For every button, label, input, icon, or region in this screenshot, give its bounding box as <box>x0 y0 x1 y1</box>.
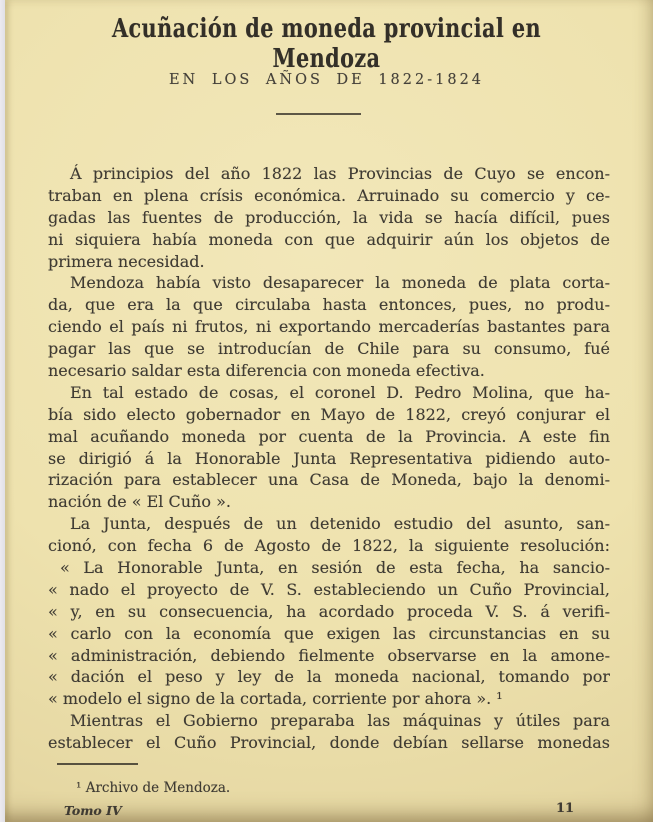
text-line: pagar las que se introducían de Chile para su consumo, fué <box>48 339 610 359</box>
paragraph <box>48 272 610 381</box>
text-line: se dirigió á la Honorable Junta Representativa pidiendo auto- <box>48 448 610 468</box>
page-title: Acuñación de moneda provincial en Mendoza <box>111 14 542 74</box>
footnote: ¹ Archivo de Mendoza. <box>76 780 231 796</box>
text-line: mal acuñando moneda por cuenta de la Provincia. A este fin <box>48 426 610 446</box>
text-line: cionó, con fecha 6 de Agosto de 1822, la siguiente resolución: <box>48 536 610 556</box>
text-line: rización para establecer una Casa de Moneda, bajo la denomi- <box>48 470 610 490</box>
volume-label: Tomo IV <box>64 803 122 818</box>
text-line: « modelo el signo de la cortada, corriente por ahora ». ¹ <box>48 689 503 709</box>
text-line: « nado el proyecto de V. S. estableciendo un Cuño Provincial, <box>48 579 610 599</box>
text-line: « y, en su consecuencia, ha acordado proceda V. S. á verifi- <box>48 601 610 621</box>
text-line: ciendo el país ni frutos, ni exportando mercaderías bastantes para <box>48 317 610 337</box>
paragraph <box>48 710 610 754</box>
paragraph <box>48 513 610 557</box>
scan-edge-strip <box>0 0 5 822</box>
text-line: necesario saldar esta diferencia con moneda efectiva. <box>48 361 485 381</box>
page-number: 11 <box>556 801 575 816</box>
paragraph <box>48 163 610 272</box>
page-subtitle: EN LOS AÑOS DE 1822-1824 <box>168 72 485 88</box>
text-line: traban en plena crísis económica. Arruinado su comercio y ce- <box>48 185 610 205</box>
text-line: « carlo con la economía que exigen las circunstancias en su <box>48 623 610 643</box>
text-line: « La Honorable Junta, en sesión de esta fecha, ha sancio- <box>60 558 610 578</box>
footnote-divider <box>57 763 138 765</box>
text-line: Á principios del año 1822 las Provincias de Cuyo se encon- <box>70 164 610 183</box>
text-line: La Junta, después de un detenido estudio del asunto, san- <box>70 514 610 534</box>
text-line: Mendoza había visto desaparecer la moneda de plata corta- <box>70 273 610 293</box>
text-line: « dación el peso y ley de la moneda nacional, tomando por <box>48 667 610 687</box>
title-divider <box>276 113 361 115</box>
paragraph <box>48 557 610 710</box>
paragraph <box>48 382 610 513</box>
text-line: En tal estado de cosas, el coronel D. Pedro Molina, que ha- <box>70 382 610 402</box>
body-text <box>48 163 610 754</box>
text-line: ni siquiera había moneda con que adquirir aún los objetos de <box>48 229 610 249</box>
text-line: primera necesidad. <box>48 251 205 271</box>
text-line: gadas las fuentes de producción, la vida se hacía difícil, pues <box>48 207 610 227</box>
text-line: nación de « El Cuño ». <box>48 492 231 512</box>
text-line: Mientras el Gobierno preparaba las máquinas y útiles para <box>70 711 610 731</box>
text-line: establecer el Cuño Provincial, donde debían sellarse monedas <box>48 733 610 753</box>
text-line: da, que era la que circulaba hasta entonces, pues, no produ- <box>48 295 610 315</box>
text-line: « administración, debiendo fielmente observarse en la amone- <box>48 645 610 665</box>
text-line: bía sido electo gobernador en Mayo de 1822, creyó conjurar el <box>48 404 610 424</box>
